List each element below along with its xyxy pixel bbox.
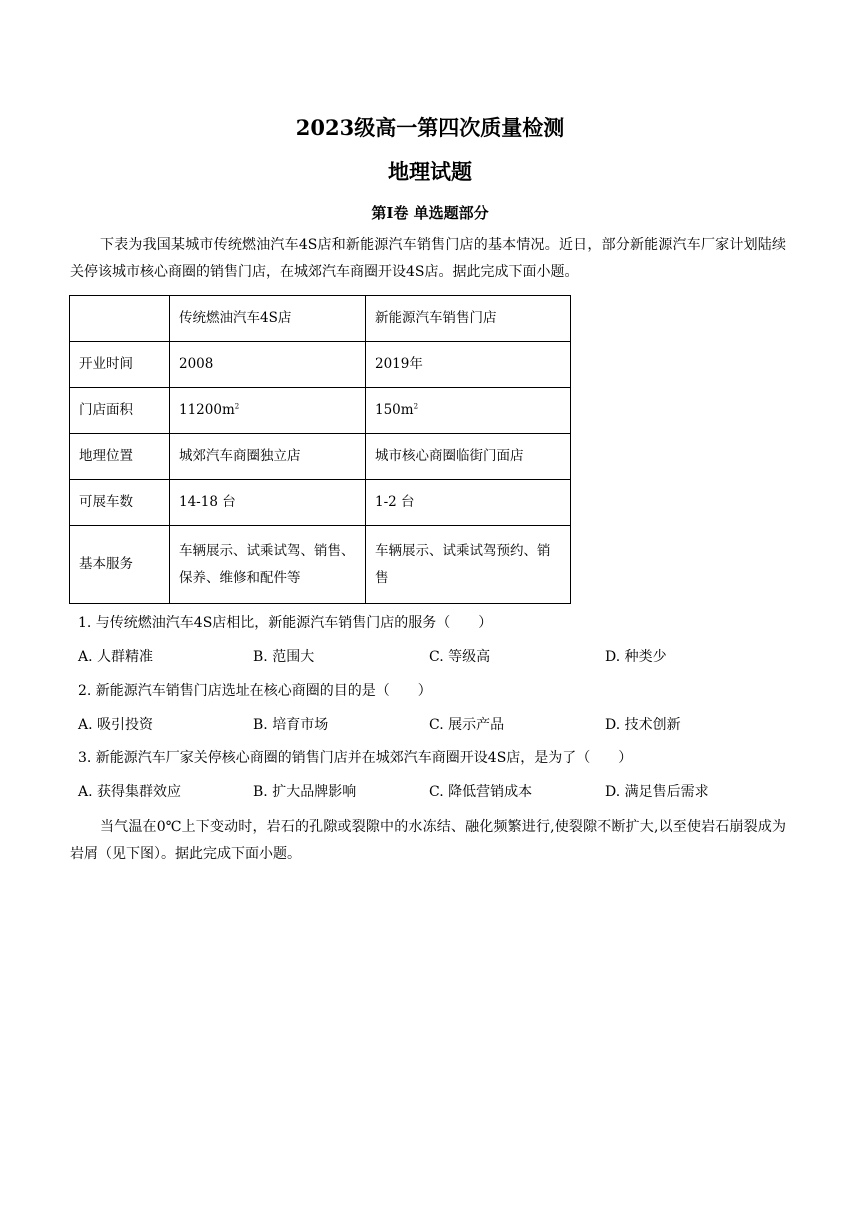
table-header-row xyxy=(70,296,571,342)
table-cell xyxy=(170,388,366,434)
table-header-cell xyxy=(70,296,170,342)
intro-paragraph-1: 下表为我国某城市传统燃油汽车4S店和新能源汽车销售门店的基本情况。近日，部分新能源汽车厂家计划陆续关停该城市核心商圈的销售门店，在城郊汽车商圈开设4S店。据此完成下面小题。 xyxy=(70,237,786,280)
row-label: 门店面积 xyxy=(70,388,170,434)
option-c: C. 降低营销成本 xyxy=(429,784,533,800)
table-row xyxy=(70,526,571,604)
store-comparison-table xyxy=(69,295,571,604)
option-b: B. 范围大 xyxy=(253,649,315,665)
area-unit: m xyxy=(400,402,414,418)
question-1: 1. 与传统燃油汽车4S店相比，新能源汽车销售门店的服务（ ） xyxy=(78,615,493,631)
row-label: 可展车数 xyxy=(70,480,170,526)
table-cell: 城市核心商圈临街门面店 xyxy=(366,434,571,480)
table-cell xyxy=(366,388,571,434)
section-title: 第Ⅰ卷 单选题部分 xyxy=(371,204,489,222)
option-c: C. 展示产品 xyxy=(429,717,505,733)
table-row xyxy=(70,480,571,526)
option-d: D. 满足售后需求 xyxy=(605,784,709,800)
area-value: 150 xyxy=(375,402,401,418)
area-value: 11200 xyxy=(179,402,222,418)
row-label: 地理位置 xyxy=(70,434,170,480)
option-a: A. 获得集群效应 xyxy=(78,784,182,800)
question-3: 3. 新能源汽车厂家关停核心商圈的销售门店并在城郊汽车商圈开设4S店，是为了（ ） xyxy=(78,750,633,766)
table-row xyxy=(70,388,571,434)
table-cell: 车辆展示、试乘试驾、销售、保养、维修和配件等 xyxy=(170,526,366,604)
subject-title: 地理试题 xyxy=(388,159,472,184)
table-cell: 2019年 xyxy=(366,342,571,388)
option-c: C. 等级高 xyxy=(429,649,491,665)
table-cell: 14-18 台 xyxy=(170,480,366,526)
option-b: B. 培育市场 xyxy=(253,717,329,733)
option-a: A. 吸引投资 xyxy=(78,717,154,733)
intro-paragraph-2: 当气温在0℃上下变动时，岩石的孔隙或裂隙中的水冻结、融化频繁进行,使裂隙不断扩大,以至使岩石崩裂成为岩屑（见下图）。据此完成下面小题。 xyxy=(70,819,786,862)
option-d: D. 技术创新 xyxy=(605,717,681,733)
table-cell: 2008 xyxy=(170,342,366,388)
table-cell: 车辆展示、试乘试驾预约、销售 xyxy=(366,526,571,604)
option-d: D. 种类少 xyxy=(605,649,667,665)
option-b: B. 扩大品牌影响 xyxy=(253,784,357,800)
table-header-cell: 传统燃油汽车4S店 xyxy=(170,296,366,342)
area-unit-exponent: 2 xyxy=(413,402,419,411)
table-cell: 1-2 台 xyxy=(366,480,571,526)
option-a: A. 人群精准 xyxy=(78,649,154,665)
row-label: 开业时间 xyxy=(70,342,170,388)
area-unit-exponent: 2 xyxy=(234,402,240,411)
table-row xyxy=(70,434,571,480)
table-header-cell: 新能源汽车销售门店 xyxy=(366,296,571,342)
area-unit: m xyxy=(221,402,235,418)
row-label: 基本服务 xyxy=(70,526,170,604)
exam-title: 2023级高一第四次质量检测 xyxy=(295,115,565,140)
question-2: 2. 新能源汽车销售门店选址在核心商圈的目的是（ ） xyxy=(78,683,432,699)
table-row xyxy=(70,342,571,388)
table-cell: 城郊汽车商圈独立店 xyxy=(170,434,366,480)
